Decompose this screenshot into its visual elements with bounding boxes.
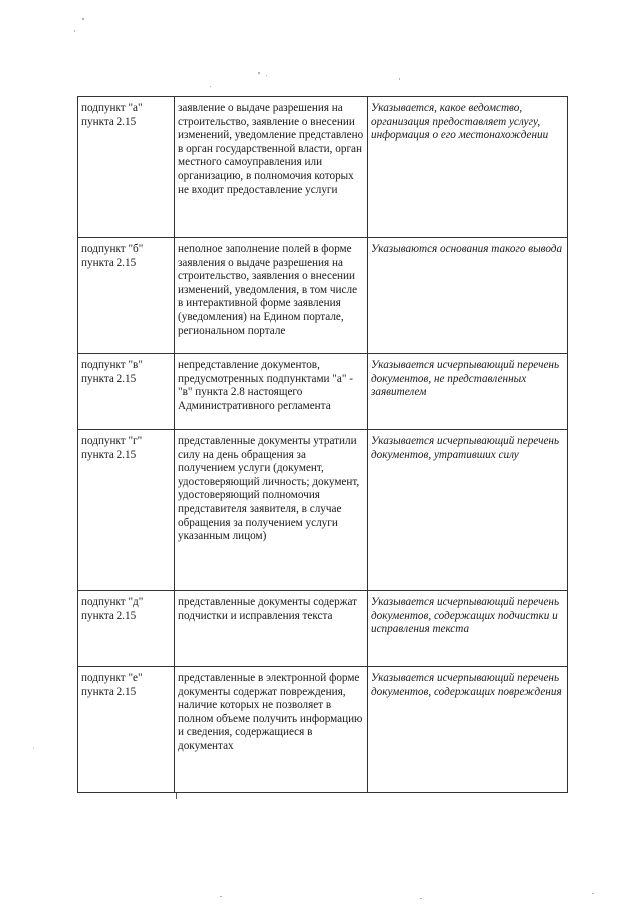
explanation-note: Указывается исчерпывающий перечень документов, утративших силу	[368, 430, 568, 591]
explanation-note: Указывается, какое ведомство, организация предоставляет услугу, информация о его местонахождении	[368, 97, 568, 238]
explanation-note: Указывается исчерпывающий перечень документов, содержащих подчистки и исправления текста	[368, 591, 568, 667]
scan-speck	[420, 898, 422, 899]
clause-reference: подпункт "б" пункта 2.15	[78, 238, 175, 354]
refusal-ground: представленные в электронной форме документы содержат повреждения, наличие которых не позволяет в полном объеме получить информацию и сведения, содержащиеся в документах	[175, 667, 368, 793]
scan-speck	[82, 18, 84, 20]
clause-reference: подпункт "е" пункта 2.15	[78, 667, 175, 793]
scan-speck	[592, 893, 594, 894]
explanation-note: Указываются основания такого вывода	[368, 238, 568, 354]
scan-speck	[258, 72, 260, 74]
table-row	[78, 667, 568, 793]
scan-speck	[33, 748, 34, 749]
scan-speck	[266, 75, 267, 76]
scan-speck	[220, 896, 222, 897]
refusal-ground: представленные документы содержат подчистки и исправления текста	[175, 591, 368, 667]
clause-reference: подпункт "в" пункта 2.15	[78, 354, 175, 430]
refusal-ground: непредставление документов, предусмотренных подпунктами "а" - "в" пункта 2.8 настоящего Административного регламента	[175, 354, 368, 430]
table-row	[78, 97, 568, 238]
clause-reference: подпункт "д" пункта 2.15	[78, 591, 175, 667]
refusal-ground: неполное заполнение полей в форме заявления о выдаче разрешения на строительство, заявления о внесении изменений, уведомления, в том числе в интерактивной форме заявления (уведомления) на Едином портале, региональном портале	[175, 238, 368, 354]
refusal-ground: представленные документы утратили силу на день обращения за получением услуги (документ, удостоверяющий личность; документ, удостоверяющий полномочия представителя заявителя, в случае обращения за получением услуги указанным лицом)	[175, 430, 368, 591]
clause-reference: подпункт "г" пункта 2.15	[78, 430, 175, 591]
explanation-note: Указывается исчерпывающий перечень документов, не представленных заявителем	[368, 354, 568, 430]
refusal-grounds-table	[77, 96, 568, 793]
explanation-note: Указывается исчерпывающий перечень документов, содержащих повреждения	[368, 667, 568, 793]
table-row	[78, 430, 568, 591]
scan-speck	[210, 86, 211, 87]
table-row	[78, 238, 568, 354]
scan-speck	[74, 30, 75, 32]
clause-reference: подпункт "а" пункта 2.15	[78, 97, 175, 238]
table-row	[78, 354, 568, 430]
scan-speck	[399, 78, 400, 80]
refusal-ground: заявление о выдаче разрешения на строительство, заявление о внесении изменений, уведомление представлено в орган государственной власти, орган местного самоуправления или организацию, в полномочия которых не входит предоставление услуги	[175, 97, 368, 238]
scan-margin-mark	[176, 793, 177, 799]
table-row	[78, 591, 568, 667]
